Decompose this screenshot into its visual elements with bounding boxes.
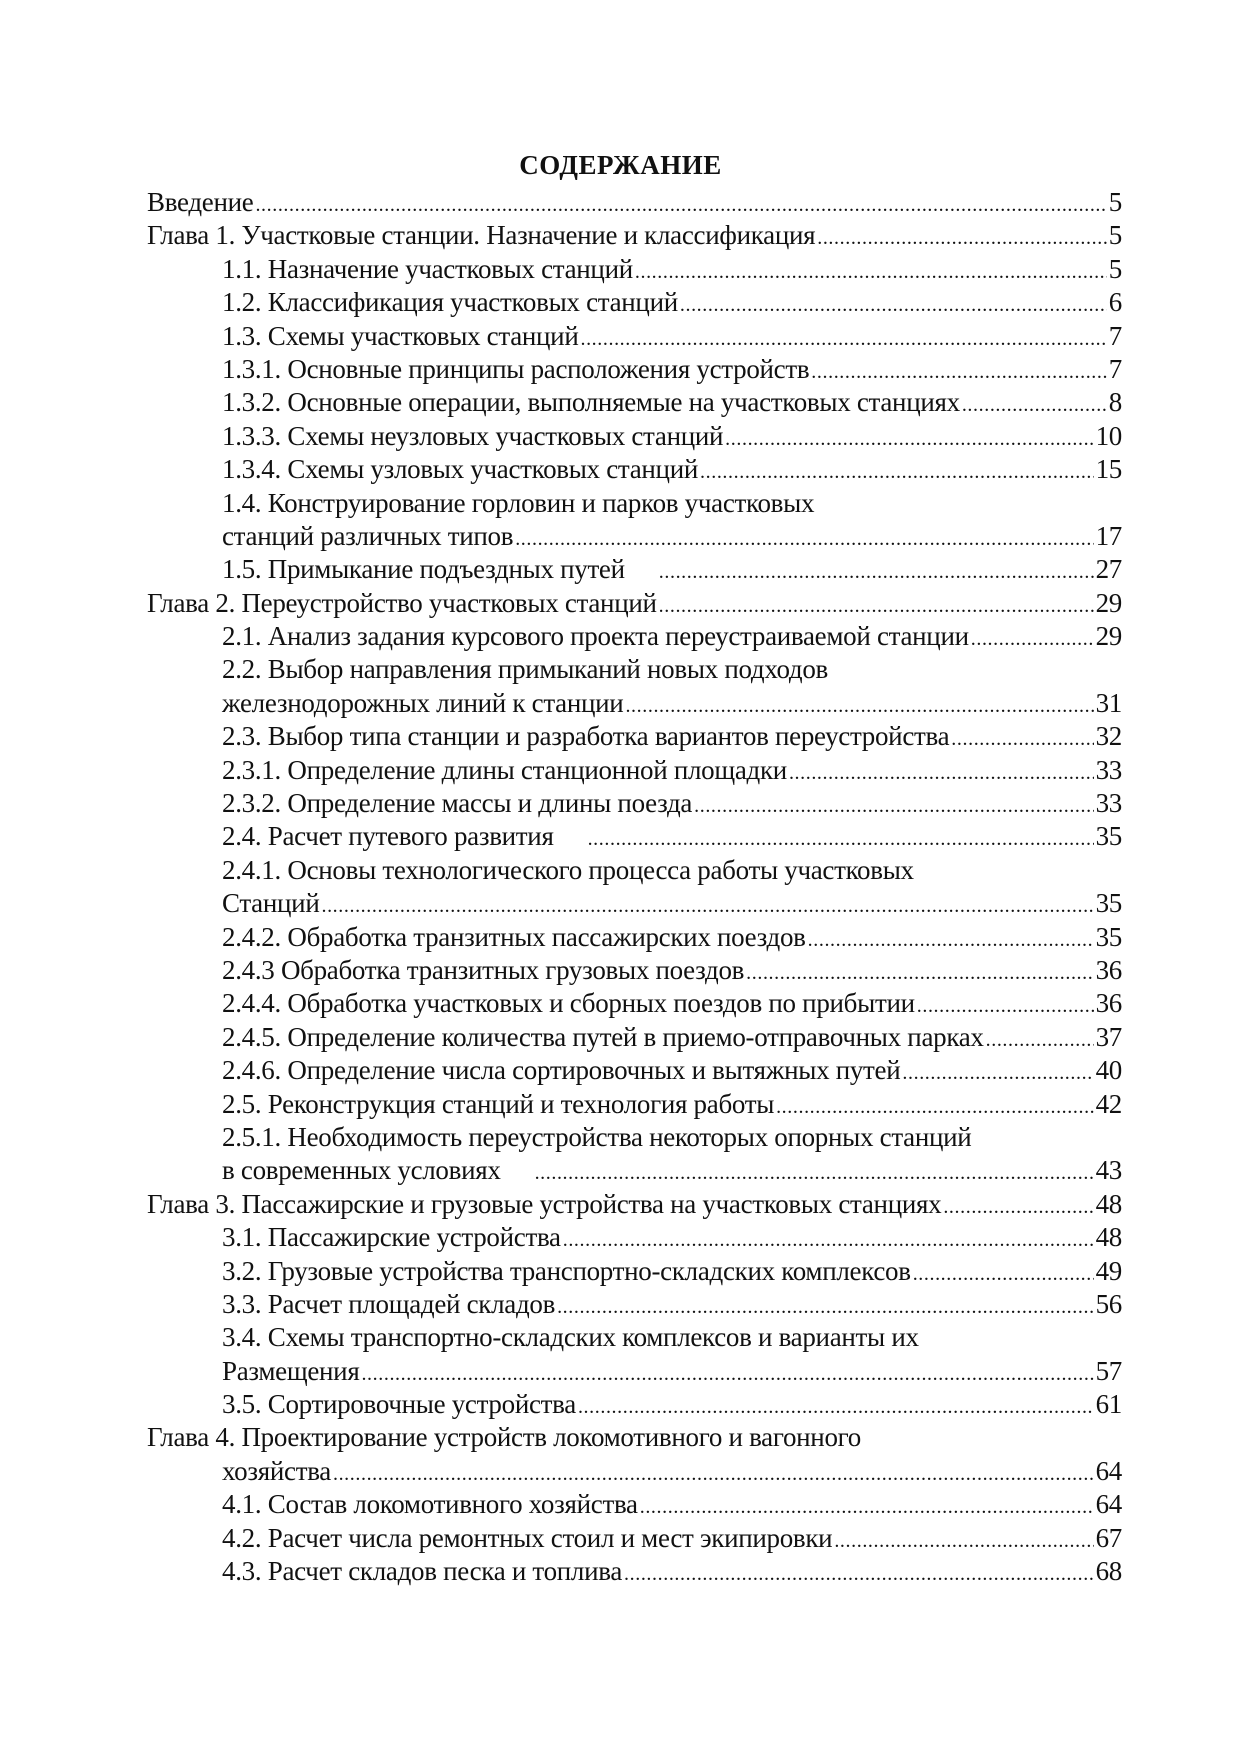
toc-dot-leader	[902, 1057, 1093, 1090]
toc-entry-text: Размещения	[222, 1355, 360, 1386]
toc-dot-leader	[789, 757, 1094, 790]
toc-entry-text: 4.3. Расчет складов песка и топлива	[222, 1556, 623, 1587]
toc-dot-leader	[578, 1391, 1094, 1424]
toc-entry-section[interactable]	[147, 1355, 1122, 1388]
toc-entry-section[interactable]	[147, 1221, 1122, 1254]
toc-page-number: 64	[1095, 1489, 1122, 1520]
toc-entry-section[interactable]	[147, 754, 1122, 787]
toc-entry-section[interactable]	[147, 1321, 1122, 1354]
toc-dot-leader	[913, 1258, 1094, 1291]
toc-entry-text: Глава 1. Участковые станции. Назначение и классификация	[147, 220, 816, 251]
toc-entry-text: 1.4. Конструирование горловин и парков участковых	[222, 487, 815, 518]
toc-dot-leader	[535, 1157, 1094, 1190]
toc-entry-text: 4.1. Состав локомотивного хозяйства	[222, 1489, 638, 1520]
toc-entry-section[interactable]	[147, 1288, 1122, 1321]
toc-dot-leader	[515, 523, 1093, 556]
toc-page-number: 5	[1108, 253, 1122, 284]
toc-page-number: 64	[1095, 1455, 1122, 1486]
toc-entry-text: Введение	[147, 187, 254, 217]
toc-entry-chapter[interactable]	[147, 219, 1122, 252]
toc-entry-section[interactable]	[147, 687, 1122, 720]
toc-entry-chapter[interactable]	[147, 587, 1122, 620]
toc-page-number: 15	[1095, 454, 1122, 485]
toc-entry-text: 2.4.2. Обработка транзитных пассажирских поездов	[222, 921, 806, 952]
toc-dot-leader	[943, 1191, 1093, 1224]
toc-entry-text: 2.1. Анализ задания курсового проекта переустраиваемой станции	[222, 621, 969, 652]
toc-entry-text: Глава 2. Переустройство участковых станций	[147, 587, 657, 618]
toc-entry-text: 1.3. Схемы участковых станций	[222, 320, 579, 351]
toc-dot-leader	[321, 890, 1093, 923]
toc-entry-text: 2.4.5. Определение количества путей в приемо-отправочных парках	[222, 1021, 984, 1052]
toc-dot-leader	[817, 222, 1107, 255]
toc-entry-section[interactable]	[147, 1455, 1122, 1488]
toc-entry-section[interactable]	[147, 954, 1122, 987]
toc-page-number: 36	[1095, 988, 1122, 1019]
toc-entry-chapter[interactable]	[147, 1421, 1122, 1454]
toc-dot-leader	[361, 1358, 1093, 1391]
toc-dot-leader	[659, 590, 1094, 623]
toc-entry-chapter[interactable]	[147, 1188, 1122, 1221]
toc-entry-text: 1.3.2. Основные операции, выполняемые на участковых станциях	[222, 387, 960, 418]
toc-entry-section[interactable]	[147, 1255, 1122, 1288]
toc-entry-text: хозяйства	[222, 1455, 331, 1486]
toc-page-number: 49	[1095, 1255, 1122, 1286]
toc-dot-leader	[635, 256, 1107, 289]
toc-dot-leader	[625, 690, 1093, 723]
toc-dot-leader	[680, 289, 1107, 322]
toc-title: СОДЕРЖАНИЕ	[519, 150, 722, 180]
toc-entry-section[interactable]	[147, 320, 1122, 353]
toc-page-number: 27	[1095, 554, 1122, 585]
toc-entry-text: 2.3. Выбор типа станции и разработка вариантов переустройства	[222, 721, 950, 752]
table-of-contents	[147, 186, 1122, 1588]
toc-page-number: 56	[1095, 1288, 1122, 1319]
toc-dot-leader	[659, 556, 1094, 589]
toc-dot-leader	[588, 823, 1094, 856]
toc-page-number: 7	[1108, 320, 1122, 351]
toc-entry-text: 1.5. Примыкание подъездных путей	[222, 554, 625, 585]
toc-entry-section[interactable]	[147, 420, 1122, 453]
toc-page-number: 48	[1095, 1222, 1122, 1253]
toc-dot-leader	[624, 1558, 1094, 1591]
toc-page-number: 5	[1108, 220, 1122, 251]
toc-page-number: 48	[1095, 1188, 1122, 1219]
toc-dot-leader	[557, 1291, 1094, 1324]
toc-entry-section[interactable]	[147, 1522, 1122, 1555]
toc-entry-text: 2.5. Реконструкция станций и технология работы	[222, 1088, 775, 1119]
toc-entry-section[interactable]	[147, 487, 1122, 520]
toc-page-number: 43	[1095, 1155, 1122, 1186]
toc-dot-leader	[917, 990, 1094, 1023]
toc-dot-leader	[700, 456, 1094, 489]
toc-dot-leader	[746, 957, 1093, 990]
toc-entry-section[interactable]	[147, 1555, 1122, 1588]
toc-entry-section[interactable]	[147, 921, 1122, 954]
toc-page-number: 31	[1095, 687, 1122, 718]
toc-entry-text: 3.3. Расчет площадей складов	[222, 1288, 556, 1319]
toc-entry-text: 2.2. Выбор направления примыканий новых подходов	[222, 654, 829, 685]
toc-page-number: 35	[1095, 921, 1122, 952]
toc-page-number: 10	[1095, 420, 1122, 451]
toc-dot-leader	[986, 1024, 1094, 1057]
toc-dot-leader	[640, 1491, 1094, 1524]
toc-dot-leader	[962, 389, 1107, 422]
toc-entry-text: 2.4.6. Определение числа сортировочных и вытяжных путей	[222, 1055, 901, 1086]
toc-entry-section[interactable]	[147, 520, 1122, 553]
toc-entry-section[interactable]	[147, 286, 1122, 319]
toc-dot-leader	[776, 1091, 1094, 1124]
toc-entry-chapter[interactable]	[147, 186, 1122, 219]
toc-page-number: 6	[1108, 287, 1122, 318]
toc-dot-leader	[255, 189, 1106, 222]
toc-entry-text: 3.2. Грузовые устройства транспортно-складских комплексов	[222, 1255, 911, 1286]
toc-entry-section[interactable]	[147, 653, 1122, 686]
toc-entry-text: 1.3.3. Схемы неузловых участковых станций	[222, 420, 724, 451]
toc-entry-section[interactable]	[147, 453, 1122, 486]
toc-entry-text: в современных условиях	[222, 1155, 501, 1186]
toc-page-number: 17	[1095, 520, 1122, 551]
toc-entry-section[interactable]	[147, 553, 1122, 586]
toc-entry-text: 3.5. Сортировочные устройства	[222, 1389, 576, 1420]
toc-entry-text: железнодорожных линий к станции	[222, 687, 624, 718]
toc-entry-section[interactable]	[147, 1488, 1122, 1521]
toc-page-number: 61	[1095, 1389, 1122, 1420]
toc-entry-section[interactable]	[147, 720, 1122, 753]
toc-dot-leader	[808, 924, 1094, 957]
toc-dot-leader	[951, 723, 1093, 756]
toc-dot-leader	[971, 623, 1094, 656]
toc-entry-section[interactable]	[147, 1054, 1122, 1087]
toc-entry-text: 3.1. Пассажирские устройства	[222, 1222, 561, 1253]
toc-page-number: 68	[1095, 1556, 1122, 1587]
toc-entry-text: 1.1. Назначение участковых станций	[222, 253, 633, 284]
toc-entry-section[interactable]	[147, 854, 1122, 887]
toc-page-number: 35	[1095, 888, 1122, 919]
toc-entry-section[interactable]	[147, 386, 1122, 419]
toc-page-number: 35	[1095, 821, 1122, 852]
toc-entry-text: 2.5.1. Необходимость переустройства некоторых опорных станций	[222, 1121, 972, 1152]
toc-entry-text: 3.4. Схемы транспортно-складских комплексов и варианты их	[222, 1322, 919, 1353]
toc-entry-section[interactable]	[147, 820, 1122, 853]
toc-dot-leader	[563, 1224, 1094, 1257]
toc-entry-text: 2.4. Расчет путевого развития	[222, 821, 554, 852]
toc-entry-text: Глава 3. Пассажирские и грузовые устройства на участковых станциях	[147, 1188, 942, 1219]
toc-entry-section[interactable]	[147, 1088, 1122, 1121]
toc-page-number: 29	[1095, 587, 1122, 618]
toc-entry-section[interactable]	[147, 987, 1122, 1020]
toc-entry-section[interactable]	[147, 887, 1122, 920]
toc-entry-section[interactable]	[147, 253, 1122, 286]
toc-entry-text: Глава 4. Проектирование устройств локомотивного и вагонного	[147, 1422, 861, 1453]
toc-dot-leader	[725, 423, 1093, 456]
toc-dot-leader	[694, 790, 1093, 823]
toc-entry-section[interactable]	[147, 1121, 1122, 1154]
toc-dot-leader	[834, 1525, 1093, 1558]
toc-entry-section[interactable]	[147, 620, 1122, 653]
toc-dot-leader	[580, 323, 1106, 356]
toc-entry-text: 2.3.2. Определение массы и длины поезда	[222, 788, 693, 819]
toc-page-number: 67	[1095, 1522, 1122, 1553]
toc-entry-section[interactable]	[147, 353, 1122, 386]
toc-page-number: 42	[1095, 1088, 1122, 1119]
toc-dot-leader	[811, 356, 1107, 389]
toc-entry-section[interactable]	[147, 1388, 1122, 1421]
toc-entry-text: 1.3.1. Основные принципы расположения устройств	[222, 353, 810, 384]
toc-page-number: 8	[1108, 387, 1122, 418]
toc-entry-section[interactable]	[147, 1021, 1122, 1054]
toc-page-number: 36	[1095, 954, 1122, 985]
toc-page-number: 40	[1095, 1055, 1122, 1086]
toc-entry-text: 2.4.3 Обработка транзитных грузовых поездов	[222, 954, 745, 985]
toc-page-number: 32	[1095, 721, 1122, 752]
toc-entry-text: 2.4.1. Основы технологического процесса работы участковых	[222, 854, 914, 885]
toc-entry-section[interactable]	[147, 787, 1122, 820]
toc-page-number: 33	[1095, 788, 1122, 819]
toc-entry-text: станций различных типов	[222, 520, 514, 551]
toc-page-number: 33	[1095, 754, 1122, 785]
toc-page-number: 37	[1095, 1021, 1122, 1052]
toc-page-number: 5	[1108, 187, 1122, 217]
toc-page-number: 57	[1095, 1355, 1122, 1386]
toc-entry-text: 2.4.4. Обработка участковых и сборных поездов по прибытии	[222, 988, 915, 1019]
toc-entry-text: 1.2. Классификация участковых станций	[222, 287, 678, 318]
toc-entry-text: Станций	[222, 888, 320, 919]
toc-page-number: 29	[1095, 621, 1122, 652]
toc-entry-text: 4.2. Расчет числа ремонтных стоил и мест экипировки	[222, 1522, 833, 1553]
toc-entry-text: 2.3.1. Определение длины станционной площадки	[222, 754, 787, 785]
toc-entry-text: 1.3.4. Схемы узловых участковых станций	[222, 454, 699, 485]
toc-page-number: 7	[1108, 353, 1122, 384]
toc-dot-leader	[333, 1458, 1094, 1491]
toc-entry-section[interactable]	[147, 1154, 1122, 1187]
